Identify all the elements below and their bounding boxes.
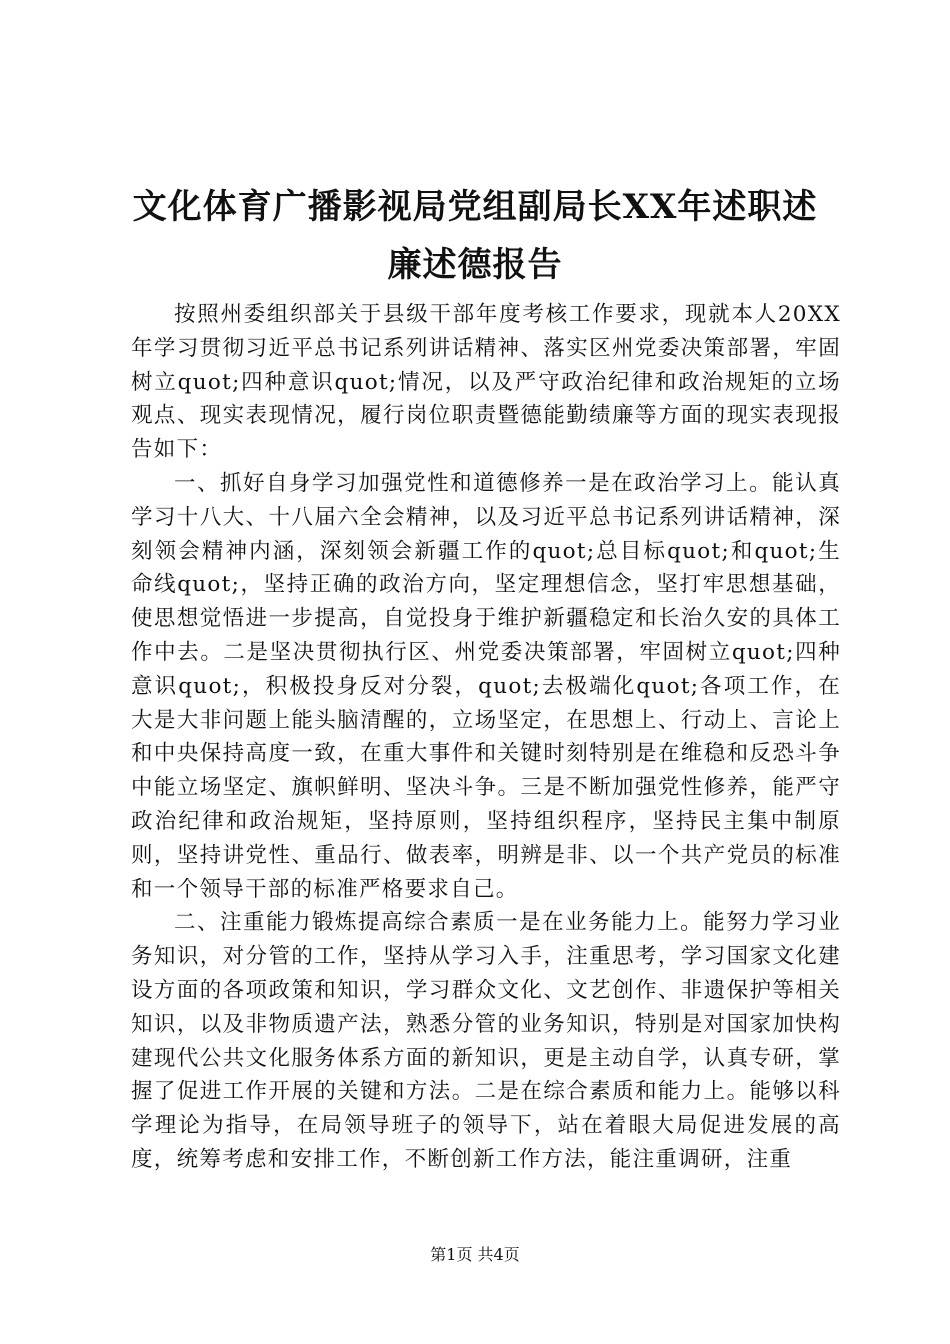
page-footer: 第1页 共4页 (430, 1245, 520, 1264)
paragraph-section-1: 一、抓好自身学习加强党性和道德修养一是在政治学习上。能认真学习十八大、十八届六全会精神，以及习近平总书记系列讲话精神，深刻领会精神内涵，深刻领会新疆工作的quot;总目标quot;和quot;生命线quot;，坚持正确的政治方向，坚定理想信念，坚打牢思想基础，使思想觉悟进一步提高，自觉投身于维护新疆稳定和长治久安的具体工作中去。二是坚决贯彻执行区、州党委决策部署，牢固树立quot;四种意识quot;，积极投身反对分裂，quot;去极端化quot;各项工作，在大是大非问题上能头脑清醒的，立场坚定，在思想上、行动上、言论上和中央保持高度一致，在重大事件和关键时刻特别是在维稳和反恐斗争中能立场坚定、旗帜鲜明、坚决斗争。三是不断加强党性修养，能严守政治纪律和政治规矩，坚持原则，坚持组织程序，坚持民主集中制原则，坚持讲党性、重品行、做表率，明辨是非、以一个共产党员的标准和一个领导干部的标准严格要求自己。 (131, 470, 841, 902)
document-title-line-1: 文化体育广播影视局党组副局长XX年述职述 (132, 187, 818, 227)
document-title (120, 178, 830, 294)
paragraph-intro: 按照州委组织部关于县级干部年度考核工作要求，现就本人20XX年学习贯彻习近平总书记系列讲话精神、落实区州党委决策部署，牢固树立quot;四种意识quot;情况，以及严守政治纪律和政治规矩的立场观点、现实表现情况，履行岗位职责暨德能勤绩廉等方面的现实表现报告如下： (131, 302, 841, 463)
document-title-line-2: 廉述德报告 (387, 245, 563, 285)
document-body (131, 298, 841, 1177)
paragraph-section-2: 二、注重能力锻炼提高综合素质一是在业务能力上。能努力学习业务知识，对分管的工作，坚持从学习入手，注重思考，学习国家文化建设方面的各项政策和知识，学习群众文化、文艺创作、非遗保护等相关知识，以及非物质遗产法，熟悉分管的业务知识，特别是对国家加快构建现代公共文化服务体系方面的新知识，更是主动自学，认真专研，掌握了促进工作开展的关键和方法。二是在综合素质和能力上。能够以科学理论为指导，在局领导班子的领导下，站在着眼大局促进发展的高度，统筹考虑和安排工作，不断创新工作方法，能注重调研，注重 (131, 910, 841, 1172)
